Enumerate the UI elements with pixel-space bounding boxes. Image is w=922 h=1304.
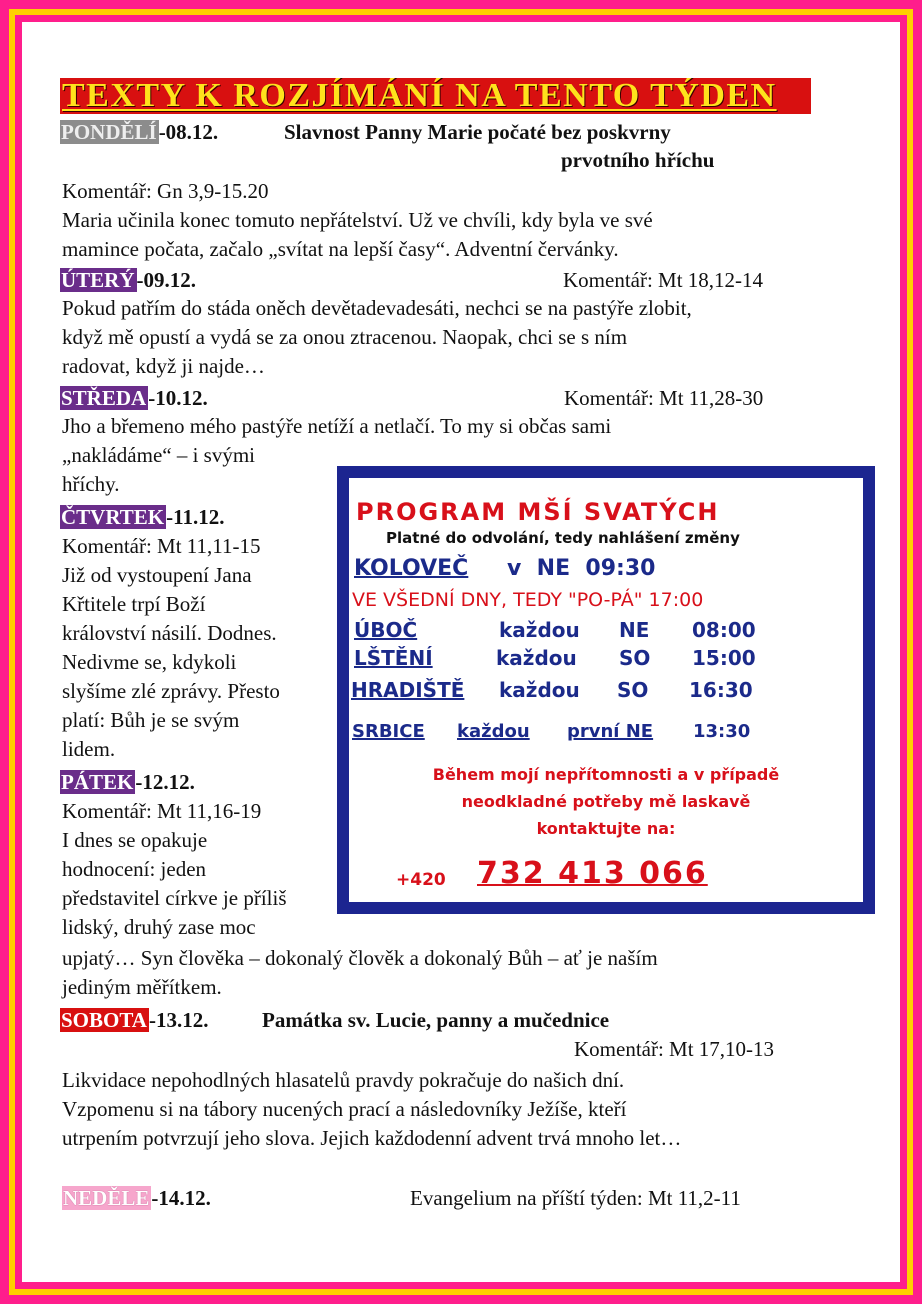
- weekdays-schedule: VE VŠEDNÍ DNY, TEDY "PO-PÁ" 17:00: [352, 589, 704, 611]
- friday-date: -12.12.: [135, 770, 195, 794]
- tuesday-date: -09.12.: [136, 268, 197, 292]
- friday-text-line: upjatý… Syn člověka – dokonalý člověk a dokonalý Bůh – ať je naším: [62, 946, 658, 970]
- srbice-place: SRBICE: [352, 721, 425, 742]
- uboc-time: 08:00: [692, 618, 756, 642]
- mass-program-box: [337, 466, 875, 914]
- uboc-place: ÚBOČ: [354, 618, 418, 642]
- saturday-text-line: utrpením potvrzují jeho slova. Jejich každodenní advent trvá mnoho let…: [62, 1126, 682, 1150]
- friday-comment: Komentář: Mt 11,16-19: [62, 799, 262, 823]
- thursday-day-label: ČTVRTEK: [61, 505, 165, 529]
- absence-note-line: neodkladné potřeby mě laskavě: [461, 792, 751, 811]
- saturday-feast: Památka sv. Lucie, panny a mučednice: [262, 1008, 610, 1032]
- hradiste-place: HRADIŠTĚ: [351, 678, 465, 702]
- hradiste-freq: každou: [499, 678, 580, 702]
- monday-feast-line2: prvotního hříchu: [561, 148, 715, 172]
- tuesday-text-line: Pokud patřím do stáda oněch devětadevadesáti, nechci se na pastýře zlobit,: [62, 296, 692, 320]
- wednesday-date: -10.12.: [148, 386, 208, 410]
- wednesday-heading: [60, 384, 208, 413]
- tuesday-comment: Komentář: Mt 18,12-14: [563, 268, 764, 292]
- lsteni-time: 15:00: [692, 646, 756, 670]
- tuesday-heading: [60, 266, 196, 295]
- srbice-freq: každou: [457, 721, 530, 742]
- saturday-text-line: Vzpomenu si na tábory nucených prací a následovníky Ježíše, kteří: [62, 1097, 627, 1121]
- thursday-text-line: Nedivme se, kdykoli: [62, 650, 237, 674]
- thursday-text-line: slyšíme zlé zprávy. Přesto: [62, 679, 280, 703]
- phone-prefix: +420: [396, 870, 446, 890]
- sunday-date: -14.12.: [151, 1186, 211, 1210]
- monday-text-line: Maria učinila konec tomuto nepřátelství. Už ve chvíli, kdy byla ve své: [62, 208, 653, 232]
- lsteni-freq: každou: [496, 646, 577, 670]
- uboc-day: NE: [619, 618, 650, 642]
- thursday-comment: Komentář: Mt 11,11-15: [62, 534, 261, 558]
- thursday-text-line: platí: Bůh je se svým: [62, 708, 240, 732]
- thursday-text-line: království násilí. Dodnes.: [62, 621, 277, 645]
- absence-note-line: Během mojí nepřítomnosti a v případě: [432, 765, 780, 784]
- thursday-date: -11.12.: [166, 505, 225, 529]
- wednesday-text-line: Jho a břemeno mého pastýře netíží a netlačí. To my si občas sami: [62, 414, 612, 438]
- saturday-comment: Komentář: Mt 17,10-13: [574, 1037, 775, 1061]
- sunday-heading: [62, 1184, 211, 1213]
- friday-text-line: hodnocení: jeden: [62, 857, 207, 881]
- thursday-heading: [60, 503, 224, 532]
- tuesday-text-line: když mě opustí a vydá se za onou ztracenou. Naopak, chci se s ním: [62, 325, 628, 349]
- saturday-date: -13.12.: [148, 1008, 209, 1032]
- saturday-text-line: Likvidace nepohodlných hlasatelů pravdy pokračuje do našich dní.: [62, 1068, 625, 1092]
- friday-heading: [60, 768, 195, 797]
- monday-day-label: PONDĚLÍ: [61, 120, 157, 144]
- monday-text-line: mamince počata, začalo „svítat na lepší časy“. Adventní červánky.: [62, 237, 619, 261]
- absence-note-line: kontaktujte na:: [536, 819, 676, 838]
- tuesday-day-label: ÚTERÝ: [61, 268, 135, 292]
- page-title: TEXTY K ROZJÍMÁNÍ NA TENTO TÝDEN: [60, 78, 811, 114]
- thursday-text-line: lidem.: [62, 737, 116, 761]
- saturday-day-label: SOBOTA: [61, 1008, 147, 1032]
- kolovec-place: KOLOVEČ: [354, 556, 469, 581]
- monday-comment: Komentář: Gn 3,9-15.20: [62, 179, 269, 203]
- monday-feast-line1: Slavnost Panny Marie počaté bez poskvrny: [284, 120, 671, 144]
- saturday-heading: [60, 1006, 208, 1035]
- program-subtitle: Platné do odvolání, tedy nahlášení změny: [386, 529, 740, 547]
- srbice-time: 13:30: [693, 721, 751, 742]
- friday-text-line: lidský, druhý zase moc: [62, 915, 256, 939]
- friday-text-line: představitel církve je příliš: [62, 886, 287, 910]
- lsteni-day: SO: [619, 646, 651, 670]
- phone-number: 732 413 066: [477, 856, 708, 891]
- monday-heading: [60, 118, 218, 147]
- hradiste-day: SO: [617, 678, 649, 702]
- friday-text-line: jediným měřítkem.: [62, 975, 222, 999]
- lsteni-place: LŠTĚNÍ: [354, 646, 433, 670]
- srbice-day: první NE: [567, 721, 654, 742]
- wednesday-text-line: „nakládáme“ – i svými: [62, 443, 256, 467]
- kolovec-time: v NE 09:30: [507, 556, 656, 581]
- thursday-text-line: Křtitele trpí Boží: [62, 592, 206, 616]
- sunday-gospel: Evangelium na příští týden: Mt 11,2-11: [410, 1186, 741, 1210]
- sunday-day-label: NEDĚLE: [63, 1186, 150, 1210]
- uboc-freq: každou: [499, 618, 580, 642]
- mass-program-inner: [349, 478, 863, 902]
- wednesday-comment: Komentář: Mt 11,28-30: [564, 386, 764, 410]
- wednesday-day-label: STŘEDA: [61, 386, 147, 410]
- friday-text-line: I dnes se opakuje: [62, 828, 208, 852]
- hradiste-time: 16:30: [689, 678, 753, 702]
- tuesday-text-line: radovat, když ji najde…: [62, 354, 265, 378]
- wednesday-text-line: hříchy.: [62, 472, 120, 496]
- friday-day-label: PÁTEK: [61, 770, 134, 794]
- thursday-text-line: Již od vystoupení Jana: [62, 563, 252, 587]
- monday-date: -08.12.: [158, 120, 219, 144]
- program-title: PROGRAM MŠÍ SVATÝCH: [356, 498, 720, 526]
